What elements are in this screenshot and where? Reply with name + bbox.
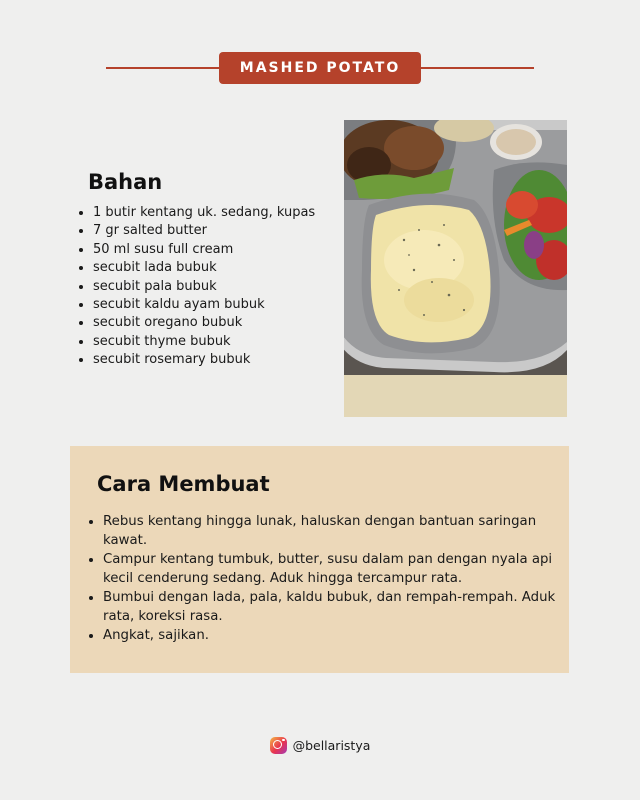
- footer-credit: [0, 735, 640, 755]
- ingredient-item: • 1 butir kentang uk. sedang, kupas: [93, 204, 363, 222]
- instruction-step: • Bumbui dengan lada, pala, kaldu bubuk, dan rempah-rempah. Aduk rata, koreksi rasa.: [103, 588, 563, 626]
- ingredient-item: • secubit oregano bubuk: [93, 314, 363, 332]
- instructions-heading: Cara Membuat: [97, 472, 270, 496]
- instruction-step: • Rebus kentang hingga lunak, haluskan dengan bantuan saringan kawat.: [103, 512, 563, 550]
- ingredient-item: • secubit pala bubuk: [93, 278, 363, 296]
- instructions-panel: [70, 446, 569, 673]
- mashed-potato-photo: [344, 120, 567, 417]
- instruction-step: • Angkat, sajikan.: [103, 626, 563, 645]
- ingredient-item: • secubit kaldu ayam bubuk: [93, 296, 363, 314]
- ingredient-item: • secubit rosemary bubuk: [93, 351, 363, 369]
- instructions-list: [84, 512, 563, 645]
- food-tray-illustration: [344, 120, 567, 417]
- recipe-title-badge: [219, 52, 421, 84]
- ingredients-list: [75, 204, 363, 370]
- instagram-handle[interactable]: @bellaristya: [292, 737, 371, 753]
- ingredient-item: • 7 gr salted butter: [93, 222, 363, 240]
- recipe-title: MASHED POTATO: [239, 60, 401, 76]
- ingredient-item: • 50 ml susu full cream: [93, 241, 363, 259]
- ingredient-item: • secubit lada bubuk: [93, 259, 363, 277]
- instruction-step: • Campur kentang tumbuk, butter, susu dalam pan dengan nyala api kecil cenderung sedang. Aduk hingga tercampur rata.: [103, 550, 563, 588]
- instagram-icon: [270, 737, 287, 754]
- ingredient-item: • secubit thyme bubuk: [93, 333, 363, 351]
- ingredients-heading: Bahan: [88, 170, 163, 194]
